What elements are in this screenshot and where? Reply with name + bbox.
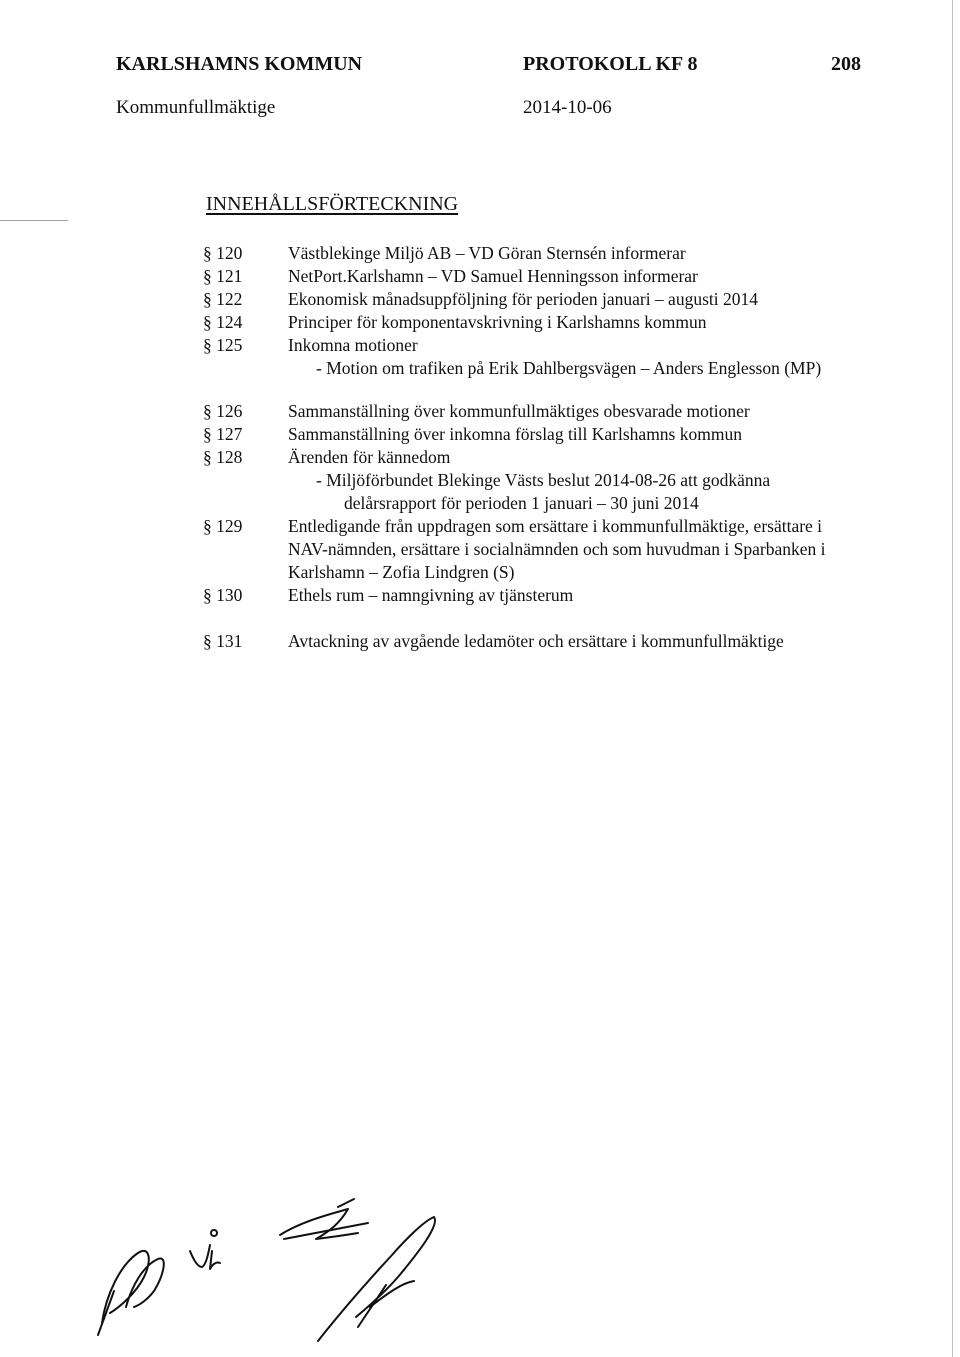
toc-sub-item: - Motion om trafiken på Erik Dahlbergsvägen – Anders Englesson (MP) (316, 358, 822, 378)
toc-section-number: § 122 (203, 289, 243, 309)
toc-entry-text: NetPort.Karlshamn – VD Samuel Henningsson informerar (288, 266, 698, 286)
toc-entry-text: Ärenden för kännedom (288, 447, 451, 467)
toc-section-number: § 124 (203, 312, 243, 332)
toc-entry-text: Sammanställning över kommunfullmäktiges obesvarade motioner (288, 401, 750, 421)
toc-section-number: § 126 (203, 401, 243, 421)
toc-entry-text-line3: Karlshamn – Zofia Lindgren (S) (288, 562, 515, 582)
toc-entry-text: Ethels rum – namngivning av tjänsterum (288, 585, 574, 605)
page-number: 208 (831, 53, 861, 75)
toc-section-number: § 125 (203, 335, 243, 355)
toc-entry-text: Principer för komponentavskrivning i Karlshamns kommun (288, 312, 707, 332)
toc-entry-text: Inkomna motioner (288, 335, 418, 355)
toc-entry-text: Avtackning av avgående ledamöter och ersättare i kommunfullmäktige (288, 631, 784, 651)
scan-mark (0, 220, 68, 221)
toc-entry-text-line2: NAV-nämnden, ersättare i socialnämnden och som huvudman i Sparbanken i (288, 539, 826, 559)
governing-body: Kommunfullmäktige (116, 97, 276, 118)
toc-entry-text: Sammanställning över inkomna förslag till Karlshamns kommun (288, 424, 742, 444)
toc-section-number: § 120 (203, 243, 243, 263)
signatures-area (40, 1195, 520, 1345)
handwritten-initials (40, 1195, 520, 1345)
toc-section-number: § 130 (203, 585, 243, 605)
toc-section-number: § 129 (203, 516, 243, 536)
meeting-date: 2014-10-06 (523, 97, 612, 118)
toc-section-number: § 128 (203, 447, 243, 467)
toc-section-number: § 121 (203, 266, 243, 286)
toc-section-number: § 131 (203, 631, 243, 651)
toc-sub-item-continuation: delårsrapport för perioden 1 januari – 30 juni 2014 (344, 493, 699, 513)
municipality-name: KARLSHAMNS KOMMUN (116, 53, 363, 75)
toc-entry-text: Entledigande från uppdragen som ersättare i kommunfullmäktige, ersättare i (288, 516, 823, 536)
page-edge-line (952, 0, 953, 1357)
toc-section-number: § 127 (203, 424, 243, 444)
toc-entry-text: Ekonomisk månadsuppföljning för perioden januari – augusti 2014 (288, 289, 758, 309)
toc-entry-text: Västblekinge Miljö AB – VD Göran Sternsén informerar (288, 243, 686, 263)
toc-title: INNEHÅLLSFÖRTECKNING (206, 193, 459, 215)
toc-sub-item: - Miljöförbundet Blekinge Västs beslut 2014-08-26 att godkänna (316, 470, 771, 490)
protocol-number: PROTOKOLL KF 8 (523, 53, 698, 75)
